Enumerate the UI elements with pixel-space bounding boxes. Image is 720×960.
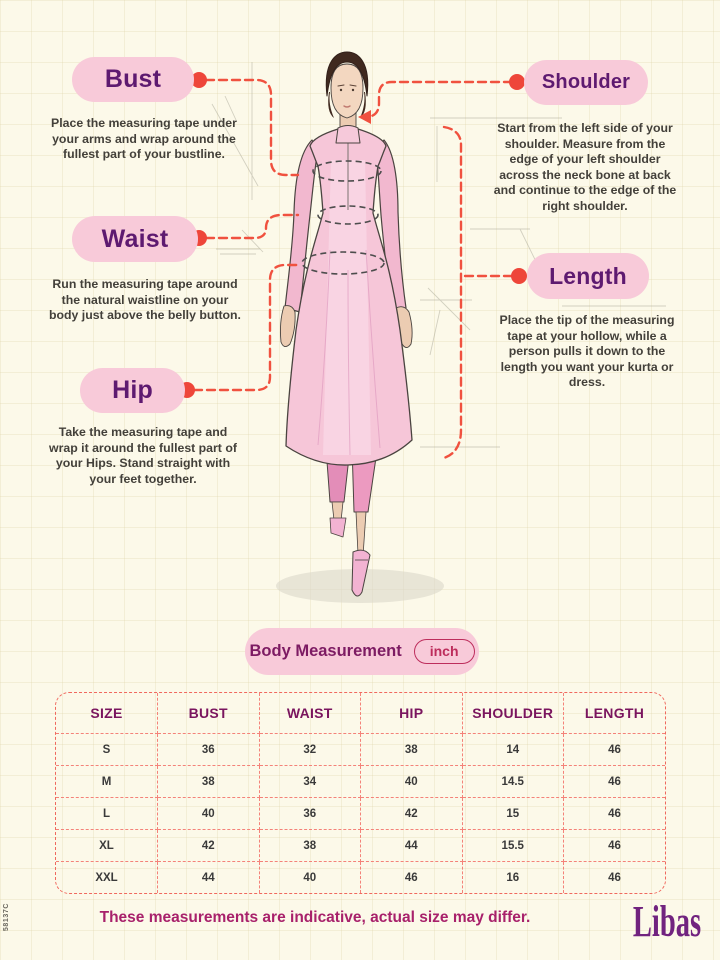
shoulder-label-pill: Shoulder bbox=[524, 60, 648, 105]
col-header-bust: BUST bbox=[158, 693, 260, 734]
table-row-l bbox=[56, 798, 665, 830]
hip-label-pill: Hip bbox=[80, 368, 185, 413]
cell: 46 bbox=[361, 862, 463, 894]
cell: 34 bbox=[259, 766, 361, 798]
cell: 16 bbox=[462, 862, 564, 894]
cell: 14.5 bbox=[462, 766, 564, 798]
cell: 42 bbox=[158, 830, 260, 862]
cell: 40 bbox=[259, 862, 361, 894]
cell: 46 bbox=[564, 798, 666, 830]
length-label-pill: Length bbox=[527, 253, 649, 299]
body-measurement-title: Body Measurement bbox=[249, 642, 402, 660]
cell: 32 bbox=[259, 734, 361, 766]
cell: M bbox=[56, 766, 158, 798]
bust-label-pill: Bust bbox=[72, 57, 194, 102]
size-table-header-row bbox=[56, 693, 665, 734]
col-header-size: SIZE bbox=[56, 693, 158, 734]
cell: S bbox=[56, 734, 158, 766]
unit-toggle-inch[interactable]: inch bbox=[414, 639, 475, 664]
disclaimer-note: These measurements are indicative, actual size may differ. bbox=[99, 909, 531, 926]
cell: 46 bbox=[564, 734, 666, 766]
cell: 40 bbox=[361, 766, 463, 798]
col-header-shoulder: SHOULDER bbox=[462, 693, 564, 734]
cell: 44 bbox=[361, 830, 463, 862]
table-row-xxl bbox=[56, 862, 665, 894]
hip-description: Take the measuring tape and wrap it around the fullest part of your Hips. Stand straight with your feet together. bbox=[49, 425, 237, 486]
shoulder-line bbox=[367, 82, 512, 117]
col-header-hip: HIP bbox=[361, 693, 463, 734]
cell: 42 bbox=[361, 798, 463, 830]
shoulder-arrowhead bbox=[358, 110, 371, 124]
bust-description: Place the measuring tape under your arms and wrap around the fullest part of your bustline. bbox=[51, 116, 237, 162]
cell: 46 bbox=[608, 871, 621, 884]
table-row-s bbox=[56, 734, 665, 766]
cell: 15 bbox=[462, 798, 564, 830]
cell: 46 bbox=[564, 830, 666, 862]
length-bracket-line bbox=[444, 127, 461, 458]
length-dot bbox=[511, 268, 527, 284]
size-table-container bbox=[55, 692, 666, 894]
cell: 36 bbox=[259, 798, 361, 830]
cell: 38 bbox=[259, 830, 361, 862]
cell: 38 bbox=[361, 734, 463, 766]
cell: 14 bbox=[462, 734, 564, 766]
cell: XL bbox=[56, 830, 158, 862]
libas-logo-text: Libas bbox=[632, 898, 702, 946]
cell: L bbox=[56, 798, 158, 830]
table-row-xl bbox=[56, 830, 665, 862]
model-figure bbox=[280, 52, 412, 596]
shoulder-dot bbox=[509, 74, 525, 90]
cell: 38 bbox=[158, 766, 260, 798]
artwork-code: 58137C bbox=[3, 903, 10, 932]
table-row-m bbox=[56, 766, 665, 798]
libas-logo bbox=[629, 894, 705, 946]
waist-line bbox=[206, 215, 298, 238]
size-table bbox=[56, 693, 665, 893]
cell: 36 bbox=[158, 734, 260, 766]
cell: 15.5 bbox=[462, 830, 564, 862]
length-description: Place the tip of the measuring tape at your hollow, while a person pulls it down to the length you want your kurta or dress. bbox=[499, 313, 675, 390]
cell: 46 bbox=[564, 766, 666, 798]
col-header-length: LENGTH bbox=[564, 693, 666, 734]
body-measurement-bar bbox=[245, 628, 479, 675]
cell: XXL bbox=[56, 862, 158, 894]
waist-description: Run the measuring tape around the natural waistline on your body just above the belly button. bbox=[49, 277, 241, 323]
cell: 44 bbox=[158, 862, 260, 894]
cell: 40 bbox=[158, 798, 260, 830]
col-header-waist: WAIST bbox=[259, 693, 361, 734]
waist-label-pill: Waist bbox=[72, 216, 198, 262]
shoulder-description: Start from the left side of your shoulder. Measure from the edge of your left shoulder across the neck bone at back and continue to the edge of the right shoulder. bbox=[493, 121, 677, 213]
